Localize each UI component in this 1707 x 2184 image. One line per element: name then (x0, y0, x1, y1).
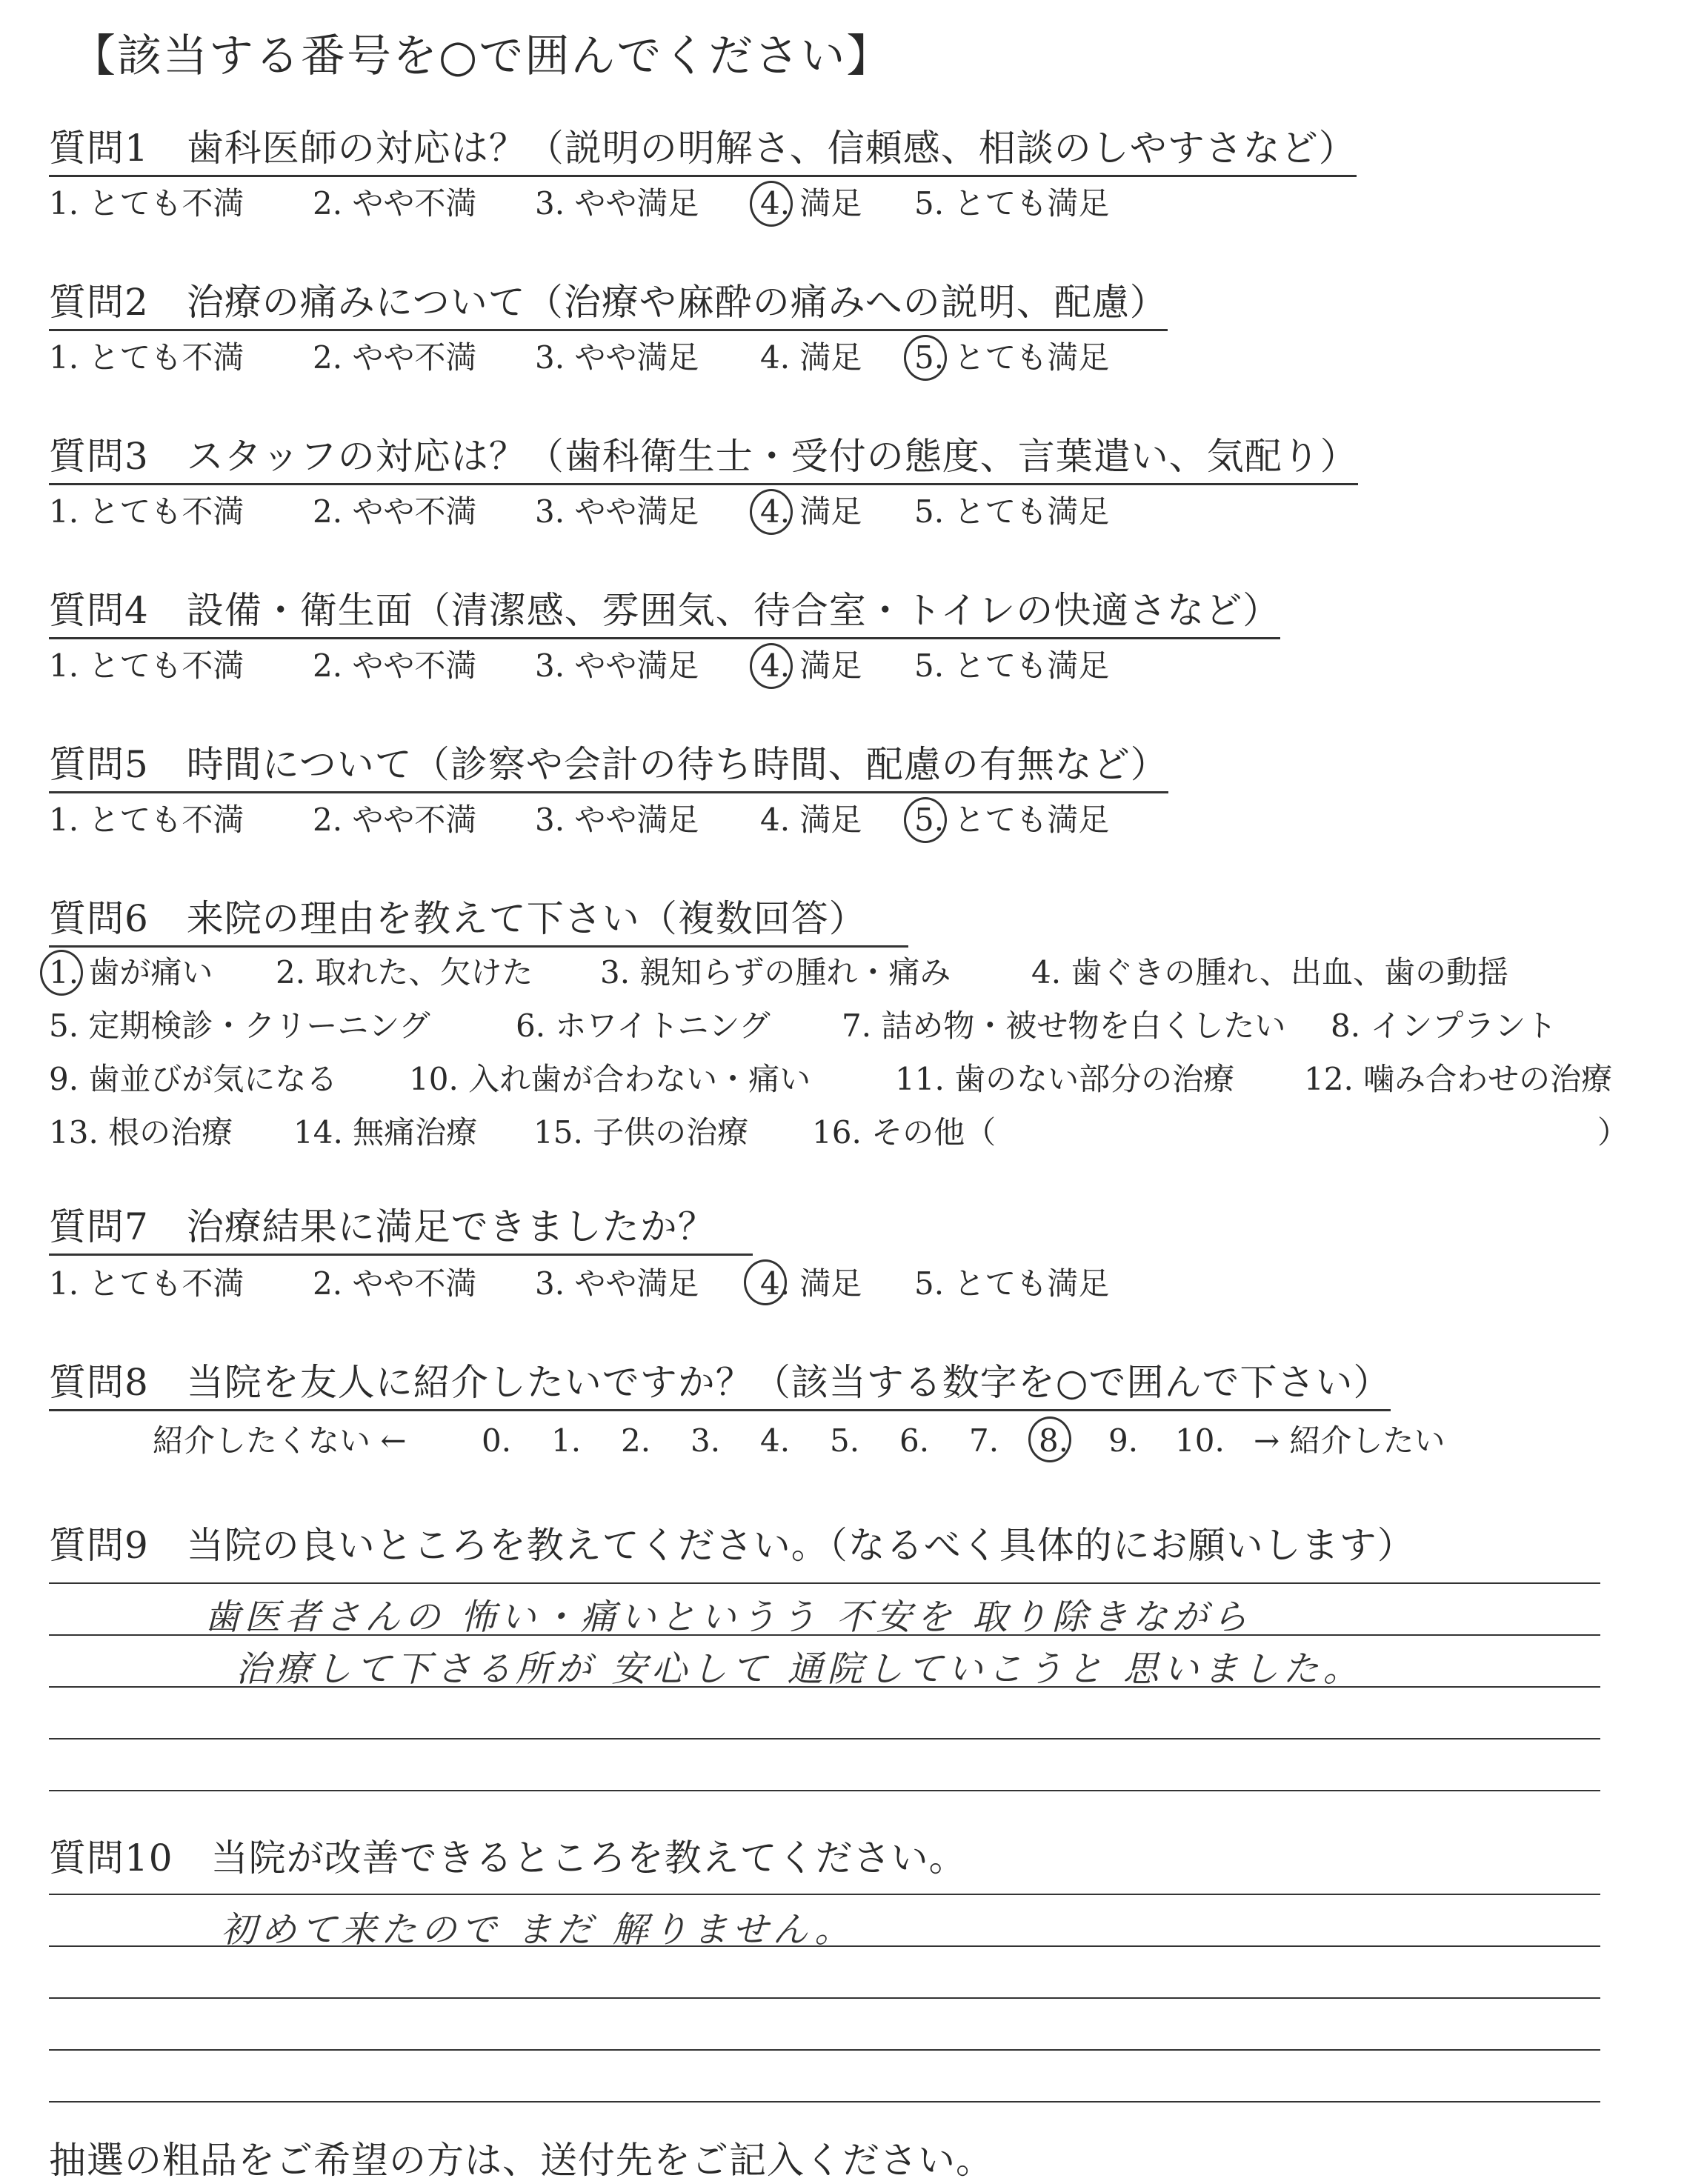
q6-opt-4[interactable]: 4. 歯ぐきの腫れ、出血、歯の動揺 (1031, 954, 1508, 991)
q6-opt-10[interactable]: 10. 入れ歯が合わない・痛い (409, 1061, 811, 1097)
q7-opt-4[interactable]: 4. 満足 (760, 1265, 862, 1302)
q8-num-7[interactable]: 7. (969, 1422, 999, 1459)
q4-opt-4[interactable]: 4. 満足 (760, 647, 862, 684)
q8-right-label: → 紹介したい (1254, 1422, 1445, 1459)
q8-num-6[interactable]: 6. (899, 1422, 930, 1459)
q10-answer-line-5 (49, 2101, 1600, 2103)
q6-opt-5[interactable]: 5. 定期検診・クリーニング (49, 1008, 430, 1044)
q7-selection-circle (744, 1259, 787, 1305)
q6-opt-6[interactable]: 6. ホワイトニング (516, 1008, 771, 1044)
q6-row-1 (49, 954, 1664, 993)
q1-opt-3[interactable]: 3. やや満足 (535, 185, 699, 222)
q8-selection-circle (1028, 1416, 1071, 1462)
q2-selection-circle (904, 335, 947, 381)
q3-selection-circle (750, 489, 793, 535)
q8-num-9[interactable]: 9. (1108, 1422, 1139, 1459)
q8-num-8[interactable]: 8. (1039, 1422, 1069, 1459)
q3-opt-3[interactable]: 3. やや満足 (535, 493, 699, 530)
q10-answer-line-4 (49, 2049, 1600, 2051)
q6-title: 質問6 来院の理由を教えて下さい（複数回答） (49, 896, 908, 948)
q5-options (49, 802, 1234, 840)
q2-opt-3[interactable]: 3. やや満足 (535, 339, 699, 376)
q7-options (49, 1265, 1234, 1304)
q6-opt-8[interactable]: 8. インプラント (1331, 1008, 1557, 1044)
q7-opt-1[interactable]: 1. とても不満 (49, 1265, 244, 1302)
q9-handwritten-answer-2: 治療して下さる所が 安心して 通院していこうと 思いました。 (236, 1648, 1363, 1690)
q4-selection-circle (750, 643, 793, 689)
q5-opt-1[interactable]: 1. とても不満 (49, 802, 244, 838)
q9-answer-line-5 (49, 1790, 1600, 1791)
q9-answer-line-1 (49, 1582, 1600, 1584)
q1-selection-circle (750, 181, 793, 227)
q6-other-close-paren: ） (1597, 1114, 1629, 1151)
q8-title: 質問8 当院を友人に紹介したいですか？（該当する数字を○で囲んで下さい） (49, 1360, 1391, 1411)
q9-title: 質問9 当院の良いところを教えてください。（なるべく具体的にお願いします） (49, 1524, 1415, 1567)
q6-opt-1[interactable]: 1. 歯が痛い (49, 954, 213, 991)
q4-opt-1[interactable]: 1. とても不満 (49, 647, 244, 684)
q1-title: 質問1 歯科医師の対応は？（説明の明解さ、信頼感、相談のしやすさなど） (49, 126, 1357, 177)
q4-opt-2[interactable]: 2. やや不満 (313, 647, 477, 684)
q6-opt-9[interactable]: 9. 歯並びが気になる (49, 1061, 338, 1097)
q1-opt-1[interactable]: 1. とても不満 (49, 185, 244, 222)
q6-row-4 (49, 1114, 1664, 1153)
q9-handwritten-answer-1: 歯医者さんの 怖い・痛いというう 不安を 取り除きながら (204, 1597, 1252, 1638)
footer-note: 抽選の粗品をご希望の方は、送付先をご記入ください。 (49, 2139, 994, 2182)
q8-num-10[interactable]: 10. (1175, 1422, 1225, 1459)
q3-options (49, 493, 1234, 532)
q3-opt-5[interactable]: 5. とても満足 (914, 493, 1110, 530)
q4-title: 質問4 設備・衛生面（清潔感、雰囲気、待合室・トイレの快適さなど） (49, 588, 1280, 639)
q8-left-label: 紹介したくない ← (153, 1422, 407, 1459)
q8-num-2[interactable]: 2. (621, 1422, 651, 1459)
q8-num-5[interactable]: 5. (830, 1422, 860, 1459)
q5-opt-2[interactable]: 2. やや不満 (313, 802, 477, 838)
q5-opt-4[interactable]: 4. 満足 (760, 802, 862, 838)
q6-opt-3[interactable]: 3. 親知らずの腫れ・痛み (600, 954, 951, 991)
q2-options (49, 339, 1234, 378)
q3-opt-2[interactable]: 2. やや不満 (313, 493, 477, 530)
q8-num-3[interactable]: 3. (691, 1422, 721, 1459)
q7-opt-3[interactable]: 3. やや満足 (535, 1265, 699, 1302)
q1-opt-4[interactable]: 4. 満足 (760, 185, 862, 222)
q7-title: 質問7 治療結果に満足できましたか？ (49, 1205, 753, 1256)
q1-options (49, 185, 1234, 224)
q6-opt-11[interactable]: 11. 歯のない部分の治療 (895, 1061, 1235, 1097)
q6-selection-circle (40, 950, 83, 996)
q1-opt-2[interactable]: 2. やや不満 (313, 185, 477, 222)
q5-selection-circle (904, 797, 947, 843)
q6-opt-7[interactable]: 7. 詰め物・被せ物を白くしたい (842, 1008, 1286, 1044)
q6-opt-16[interactable]: 16. その他（ (812, 1114, 996, 1151)
q6-opt-14[interactable]: 14. 無痛治療 (293, 1114, 478, 1151)
q8-scale (153, 1422, 1560, 1461)
q6-opt-12[interactable]: 12. 噛み合わせの治療 (1304, 1061, 1613, 1097)
q8-num-1[interactable]: 1. (551, 1422, 582, 1459)
q2-opt-4[interactable]: 4. 満足 (760, 339, 862, 376)
q6-row-2 (49, 1008, 1664, 1046)
q6-opt-15[interactable]: 15. 子供の治療 (533, 1114, 749, 1151)
q3-opt-4[interactable]: 4. 満足 (760, 493, 862, 530)
q4-options (49, 647, 1234, 686)
q7-opt-5[interactable]: 5. とても満足 (914, 1265, 1110, 1302)
q4-opt-5[interactable]: 5. とても満足 (914, 647, 1110, 684)
q7-opt-2[interactable]: 2. やや不満 (313, 1265, 477, 1302)
q4-opt-3[interactable]: 3. やや満足 (535, 647, 699, 684)
q8-num-0[interactable]: 0. (482, 1422, 512, 1459)
q10-title: 質問10 当院が改善できるところを教えてください。 (49, 1837, 967, 1880)
q6-row-3 (49, 1061, 1664, 1099)
q10-answer-line-1 (49, 1894, 1600, 1895)
q1-opt-5[interactable]: 5. とても満足 (914, 185, 1110, 222)
q3-title: 質問3 スタッフの対応は？（歯科衛生士・受付の態度、言葉遣い、気配り） (49, 434, 1358, 485)
q2-opt-2[interactable]: 2. やや不満 (313, 339, 477, 376)
q5-opt-5[interactable]: 5. とても満足 (914, 802, 1110, 838)
q2-opt-5[interactable]: 5. とても満足 (914, 339, 1110, 376)
q10-answer-line-3 (49, 1997, 1600, 1999)
q5-title: 質問5 時間について（診察や会計の待ち時間、配慮の有無など） (49, 742, 1168, 793)
q5-opt-3[interactable]: 3. やや満足 (535, 802, 699, 838)
q10-handwritten-answer: 初めて来たので まだ 解りません。 (221, 1909, 855, 1951)
q2-title: 質問2 治療の痛みについて（治療や麻酔の痛みへの説明、配慮） (49, 280, 1168, 331)
q8-num-4[interactable]: 4. (760, 1422, 791, 1459)
q3-opt-1[interactable]: 1. とても不満 (49, 493, 244, 530)
q6-opt-13[interactable]: 13. 根の治療 (49, 1114, 233, 1151)
q9-answer-line-4 (49, 1738, 1600, 1739)
q6-opt-2[interactable]: 2. 取れた、欠けた (276, 954, 533, 991)
page-title: 【該当する番号を○で囲んでください】 (71, 30, 893, 82)
q2-opt-1[interactable]: 1. とても不満 (49, 339, 244, 376)
